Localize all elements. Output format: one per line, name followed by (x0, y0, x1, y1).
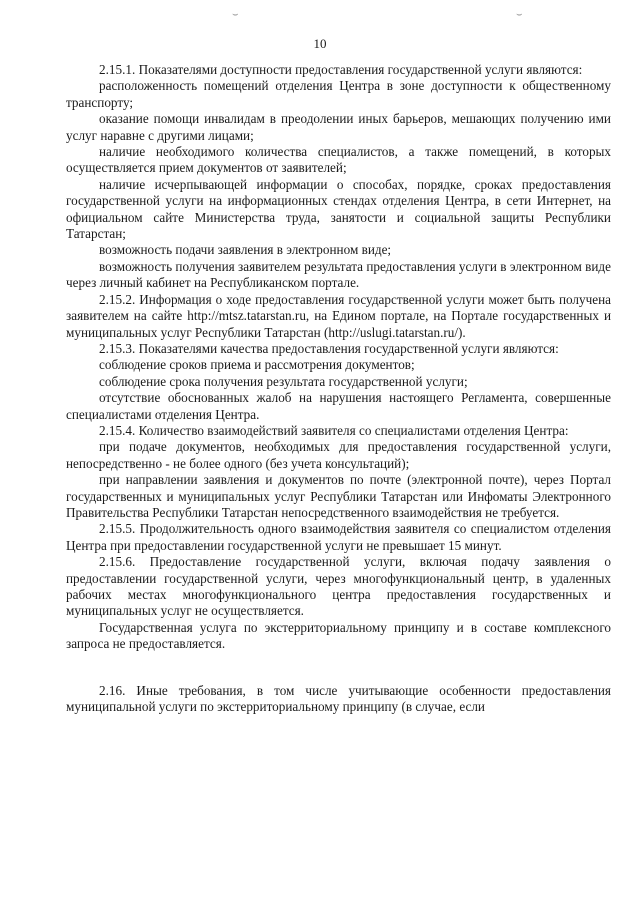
scan-speck: ⌣ (232, 9, 239, 20)
paragraph: наличие исчерпывающей информации о способах, порядке, сроках предоставления государственной услуги на информационных стендах отделения Центра, в сети Интернет, на официальном сайте Министерства труда, занятости и социальной защиты Республики Татарстан; (66, 176, 611, 242)
paragraph: оказание помощи инвалидам в преодолении иных барьеров, мешающих получению ими услуг наравне с другими лицами; (66, 111, 611, 143)
paragraph: соблюдение срока получения результата государственной услуги; (99, 373, 468, 389)
paragraph-2-15-4: 2.15.4. Количество взаимодействий заявителя со специалистами отделения Центра: (99, 422, 569, 438)
paragraph: при направлении заявления и документов по почте (электронной почте), через Портал государственных и муниципальных услуг Республики Татарстан или Инфоматы Электронного Правительства Республики Татарстан непосредственного взаимодействия не требуется. (66, 472, 611, 520)
paragraph: возможность получения заявителем результата предоставления услуги в электронном виде через личный кабинет на Республиканском портале. (66, 258, 611, 291)
scan-speck: ⌣ (516, 9, 523, 20)
paragraph-2-15-3: 2.15.3. Показателями качества предоставления государственной услуги являются: (99, 340, 559, 356)
paragraph: расположенность помещений отделения Центра в зоне доступности к общественному транспорту; (66, 78, 611, 110)
paragraph: возможность подачи заявления в электронном виде; (99, 242, 392, 258)
paragraph: соблюдение сроков приема и рассмотрения документов; (99, 357, 415, 373)
paragraph: Государственная услуга по экстерриториальному принципу и в составе комплексного запроса не предоставляется. (66, 619, 611, 652)
paragraph: при подаче документов, необходимых для предоставления государственной услуги, непосредственно - не более одного (без учета консультаций); (66, 439, 611, 471)
paragraph: наличие необходимого количества специалистов, а также помещений, в которых осуществляется прием документов от заявителей; (66, 144, 611, 176)
page-number: 10 (313, 36, 327, 51)
paragraph-2-15-6: 2.15.6. Предоставление государственной услуги, включая подачу заявления о предоставлении государственной услуги, через многофункциональный центр, в удаленных рабочих местах многофункционального центра предоставления государственных и муниципальных услуг не осуществляется. (66, 554, 611, 619)
document-body (66, 62, 611, 715)
paragraph: отсутствие обоснованных жалоб на нарушения настоящего Регламента, совершенные специалистами отделения Центра. (66, 390, 611, 422)
paragraph-2-15-5: 2.15.5. Продолжительность одного взаимодействия заявителя со специалистом отделения Центра при предоставлении государственной услуги не превышает 15 минут. (66, 521, 611, 553)
paragraph-2-15-2: 2.15.2. Информация о ходе предоставления государственной услуги может быть получена заявителем на сайте http://mtsz.tatarstan.ru, на Едином портале, на Портале государственных и муниципальных услуг Республики Татарстан (http://uslugi.tatarstan.ru/). (66, 291, 611, 340)
paragraph-2-15-1: 2.15.1. Показателями доступности предоставления государственной услуги являются: (99, 62, 583, 77)
paragraph-2-16: 2.16. Иные требования, в том числе учитывающие особенности предоставления муниципальной услуги по экстерриториальному принципу (в случае, если (66, 682, 611, 715)
